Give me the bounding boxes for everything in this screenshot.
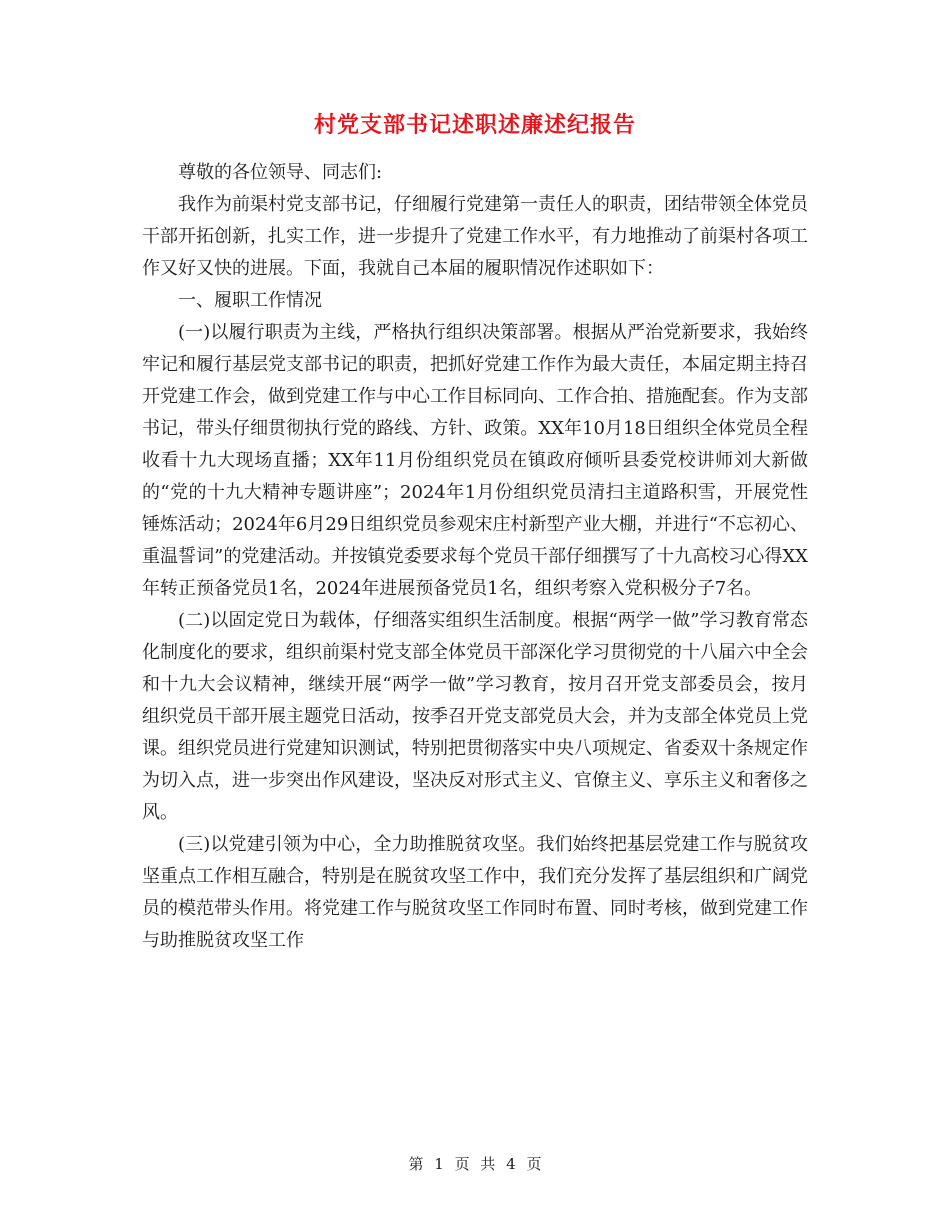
document-body (142, 157, 808, 957)
paragraph-2: (二)以固定党日为载体，仔细落实组织生活制度。根据“两学一做”学习教育常态化制度化的要求，组织前渠村党支部全体党员干部深化学习贯彻党的十八届六中全会和十九大会议精神，继续开展“两学一做”学习教育，按月召开党支部委员会，按月组织党员干部开展主题党日活动，按季召开党支部党员大会，并为支部全体党员上党课。组织党员进行党建知识测试，特别把贯彻落实中央八项规定、省委双十条规定作为切入点，进一步突出作风建设，坚决反对形式主义、官僚主义、享乐主义和奢侈之风。 (142, 610, 808, 823)
intro-paragraph: 我作为前渠村党支部书记，仔细履行党建第一责任人的职责，团结带领全体党员干部开拓创新，扎实工作，进一步提升了党建工作水平，有力地推动了前渠村各项工作又好又快的进展。下面，我就自己本届的履职情况作述职如下： (142, 194, 808, 279)
document-title: 村党支部书记述职述廉述纪报告 (313, 112, 636, 138)
page-number: 第 1 页 共 4 页 (408, 1155, 542, 1173)
salutation: 尊敬的各位领导、同志们: (178, 162, 383, 183)
paragraph-1: (一)以履行职责为主线，严格执行组织决策部署。根据从严治党新要求，我始终牢记和履行基层党支部书记的职责，把抓好党建工作作为最大责任，本届定期主持召开党建工作会，做到党建工作与中心工作目标同向、工作合拍、措施配套。作为支部书记，带头仔细贯彻执行党的路线、方针、政策。XX年10月18日组织全体党员全程收看十九大现场直播；XX年11月份组织党员在镇政府倾听县委党校讲师刘大新做的“党的十九大精神专题讲座”；2024年1月份组织党员清扫主道路积雪，开展党性锤炼活动；2024年6月29日组织党员参观宋庄村新型产业大棚，并进行“不忘初心、重温誓词”的党建活动。并按镇党委要求每个党员干部仔细撰写了十九高校习心得XX年转正预备党员1名，2024年进展预备党员1名，组织考察入党积极分子7名。 (142, 322, 808, 599)
section-heading: 一、履职工作情况 (178, 290, 322, 311)
paragraph-3: (三)以党建引领为中心，全力助推脱贫攻坚。我们始终把基层党建工作与脱贫攻坚重点工作相互融合，特别是在脱贫攻坚工作中，我们充分发挥了基层组织和广阔党员的模范带头作用。将党建工作与脱贫攻坚工作同时布置、同时考核，做到党建工作与助推脱贫攻坚工作 (142, 834, 808, 951)
